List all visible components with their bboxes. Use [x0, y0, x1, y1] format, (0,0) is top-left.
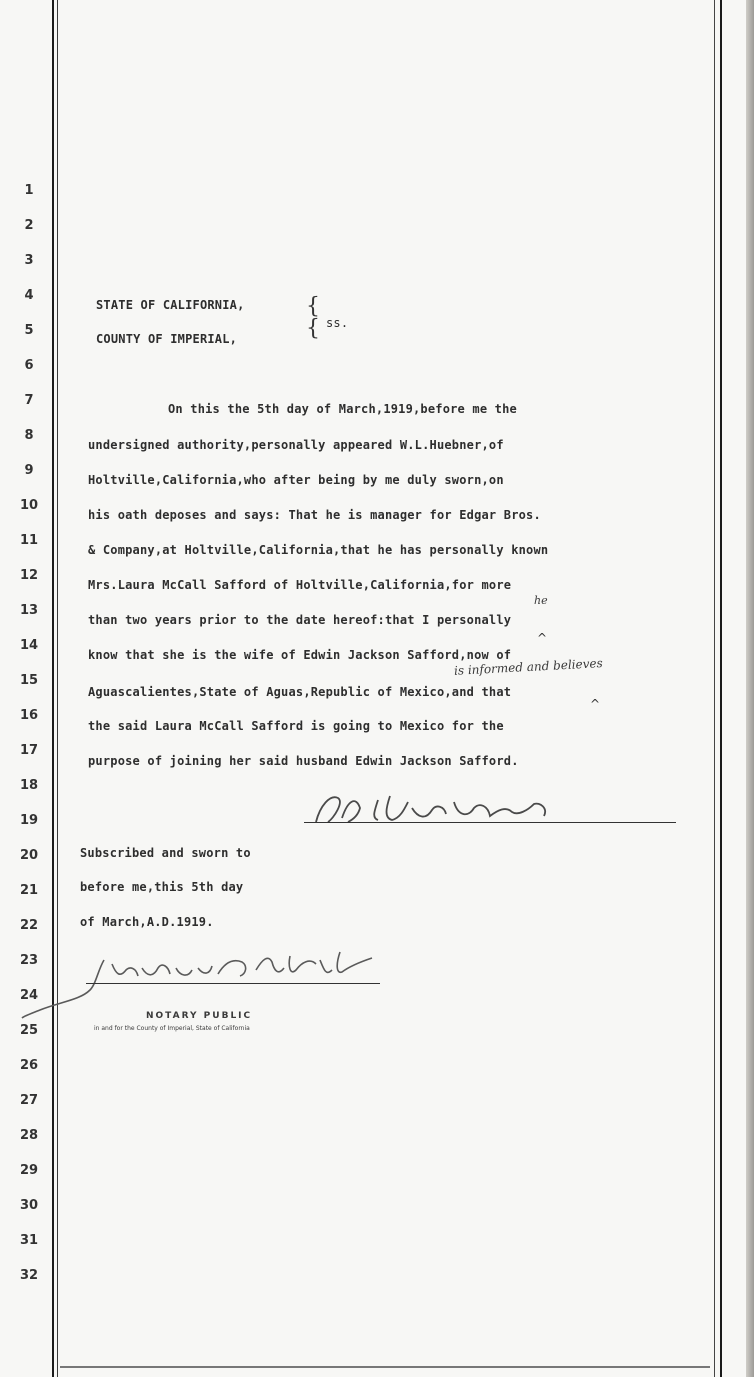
venue-ss: ss. [326, 316, 349, 330]
line-number: 18 [19, 778, 39, 793]
line-number: 7 [24, 393, 34, 408]
body-line-7: than two years prior to the date hereof:that I personally [88, 613, 512, 627]
interlineation-informed: is informed and believes [453, 656, 603, 678]
venue-county: COUNTY OF IMPERIAL, [96, 332, 238, 346]
line-number: 19 [19, 813, 39, 828]
line-number: 14 [19, 638, 39, 653]
line-number: 17 [19, 743, 39, 758]
line-number: 13 [19, 603, 39, 618]
line-number: 31 [19, 1233, 39, 1248]
line-number: 29 [19, 1163, 39, 1178]
right-margin-rule [720, 0, 722, 1377]
body-line-11: purpose of joining her said husband Edwin Jackson Safford. [88, 754, 519, 768]
line-number: 2 [24, 218, 34, 233]
left-margin-rule [52, 0, 54, 1377]
line-number: 32 [19, 1268, 39, 1283]
line-number: 3 [24, 253, 34, 268]
body-line-2: undersigned authority,personally appeared W.L.Huebner,of [88, 438, 504, 452]
line-number: 9 [24, 463, 34, 478]
line-number: 20 [19, 848, 39, 863]
line-number: 1 [24, 183, 34, 198]
jurat-line-1: Subscribed and sworn to [80, 846, 251, 860]
insertion-caret-2: ^ [590, 697, 601, 711]
body-line-3: Holtville,California,who after being by me duly sworn,on [88, 473, 504, 487]
page-edge [746, 0, 754, 1377]
line-number: 25 [19, 1023, 39, 1038]
jurat-line-3: of March,A.D.1919. [80, 915, 214, 929]
notary-subtitle: in and for the County of Imperial, State of California [94, 1025, 250, 1032]
line-number: 27 [19, 1093, 39, 1108]
body-line-6: Mrs.Laura McCall Safford of Holtville,California,for more [88, 578, 512, 592]
affiant-signature-line [304, 822, 676, 823]
interlineation-he: he [534, 594, 548, 607]
line-number: 30 [19, 1198, 39, 1213]
jurat-line-2: before me,this 5th day [80, 880, 244, 894]
notary-signature-image [20, 940, 390, 1020]
notary-signature-line [86, 983, 380, 984]
left-margin-rule-inner [57, 0, 58, 1377]
insertion-caret-1: ^ [537, 631, 548, 645]
line-number: 8 [24, 428, 34, 443]
venue-state: STATE OF CALIFORNIA, [96, 298, 245, 312]
body-line-10: the said Laura McCall Safford is going to Mexico for the [88, 719, 504, 733]
body-line-1: On this the 5th day of March,1919,before me the [168, 402, 517, 416]
line-number: 15 [19, 673, 39, 688]
bottom-rule [60, 1366, 710, 1368]
notary-title: NOTARY PUBLIC [146, 1011, 253, 1021]
line-number: 22 [19, 918, 39, 933]
line-number: 16 [19, 708, 39, 723]
body-line-4: his oath deposes and says: That he is manager for Edgar Bros. [88, 508, 541, 522]
body-line-8: know that she is the wife of Edwin Jackson Safford,now of [88, 648, 512, 662]
line-number: 23 [19, 953, 39, 968]
line-number: 5 [24, 323, 34, 338]
line-number: 26 [19, 1058, 39, 1073]
venue-brace: { { [306, 294, 320, 341]
line-number: 11 [19, 533, 39, 548]
line-number: 21 [19, 883, 39, 898]
right-margin-rule-inner [714, 0, 715, 1377]
body-line-5: & Company,at Holtville,California,that he has personally known [88, 543, 549, 557]
line-number: 6 [24, 358, 34, 373]
line-number: 12 [19, 568, 39, 583]
line-number: 4 [24, 288, 34, 303]
affiant-signature-image [308, 788, 578, 833]
body-line-9: Aguascalientes,State of Aguas,Republic of Mexico,and that [88, 685, 512, 699]
line-number: 28 [19, 1128, 39, 1143]
line-number: 10 [19, 498, 39, 513]
line-number: 24 [19, 988, 39, 1003]
